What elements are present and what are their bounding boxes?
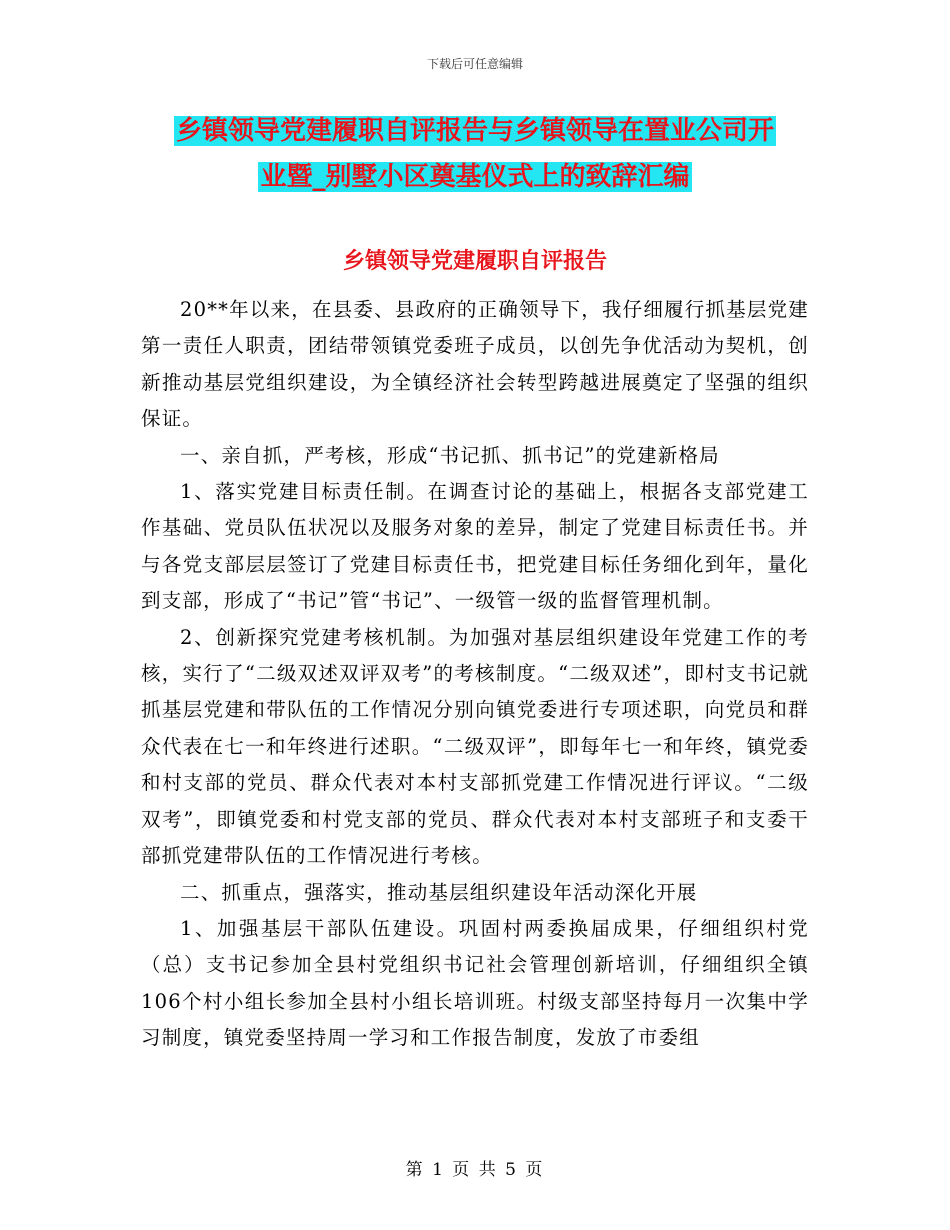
page-footer: 第 1 页 共 5 页 — [405, 1160, 545, 1180]
document-title — [0, 108, 950, 200]
paragraph: 一、亲自抓，严考核，形成“书记抓、抓书记”的党建新格局 — [180, 443, 720, 467]
header-note: 下载后可任意编辑 — [426, 57, 523, 71]
section-title: 乡镇领导党建履职自评报告 — [342, 248, 607, 274]
paragraph: 20**年以来，在县委、县政府的正确领导下，我仔细履行抓基层党建第一责任人职责，团结带领镇党委班子成员，以创先争优活动为契机，创新推动基层党组织建设，为全镇经济社会转型跨越进展奠定了坚强的组织保证。 — [141, 298, 809, 431]
title-line-1: 乡镇领导党建履职自评报告与乡镇领导在置业公司开 — [175, 116, 774, 146]
body-text — [141, 292, 809, 1057]
paragraph: 2、创新探究党建考核机制。为加强对基层组织建设年党建工作的考核，实行了“二级双述双评双考”的考核制度。“二级双述”，即村支书记就抓基层党建和带队伍的工作情况分别向镇党委进行专项述职，向党员和群众代表在七一和年终进行述职。“二级双评”，即每年七一和年终，镇党委和村支部的党员、群众代表对本村支部抓党建工作情况进行评议。“二级双考”，即镇党委和村党支部的党员、群众代表对本村支部班子和支委干部抓党建带队伍的工作情况进行考核。 — [141, 625, 809, 868]
paragraph: 1、落实党建目标责任制。在调查讨论的基础上，根据各支部党建工作基础、党员队伍状况以及服务对象的差异，制定了党建目标责任书。并与各党支部层层签订了党建目标责任书，把党建目标任务细化到年，量化到支部，形成了“书记”管“书记”、一级管一级的监督管理机制。 — [141, 480, 809, 613]
title-line-2: 业暨_别墅小区奠基仪式上的致辞汇编 — [260, 162, 690, 192]
paragraph: 二、抓重点，强落实，推动基层组织建设年活动深化开展 — [180, 880, 698, 904]
paragraph: 1、加强基层干部队伍建设。巩固村两委换届成果，仔细组织村党（总）支书记参加全县村党组织书记社会管理创新培训，仔细组织全镇106个村小组长参加全县村小组长培训班。村级支部坚持每月一次集中学习制度，镇党委坚持周一学习和工作报告制度，发放了市委组 — [141, 916, 809, 1050]
